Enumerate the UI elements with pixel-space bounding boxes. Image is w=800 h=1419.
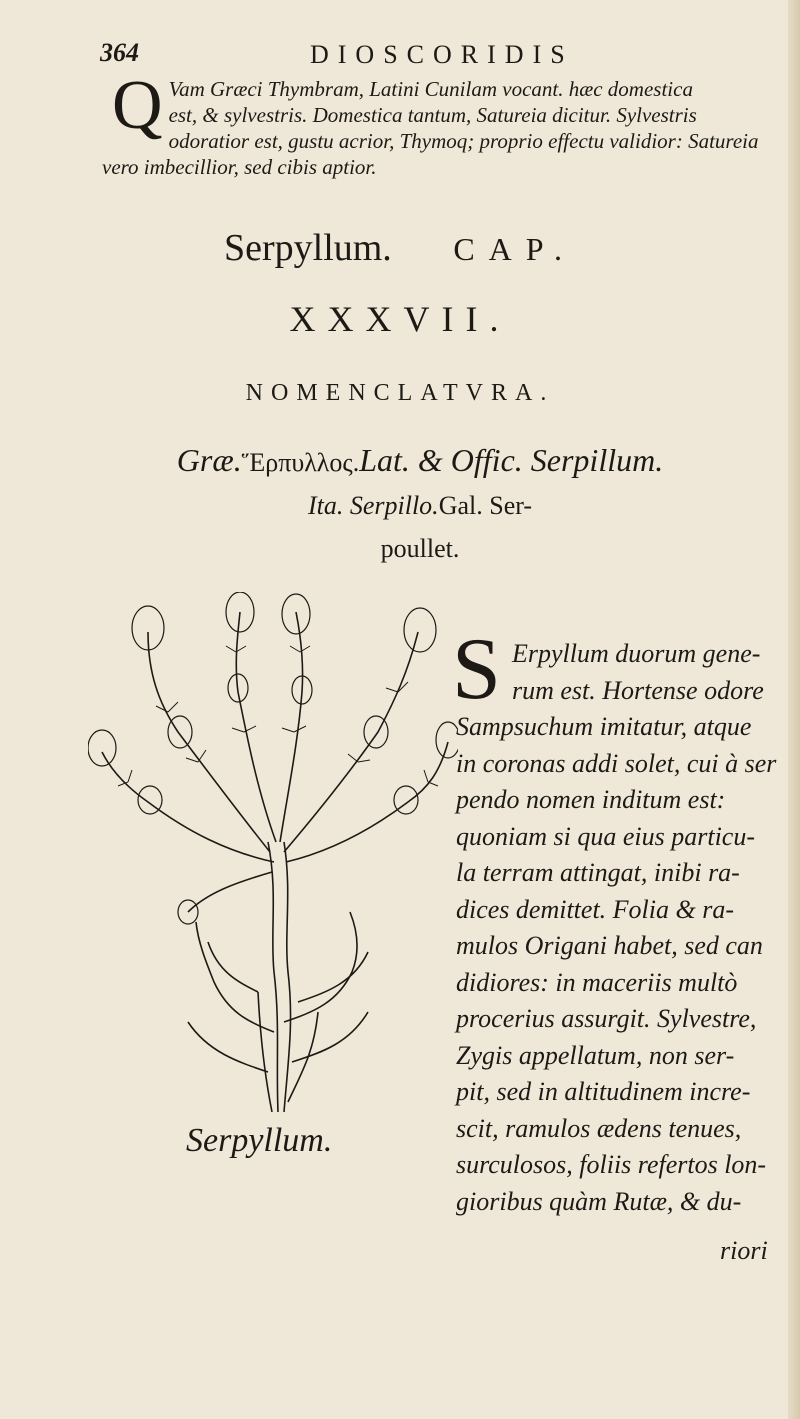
intro-line: vero imbecillior, sed cibis aptior. [102, 155, 377, 179]
chapter-cap-label: CAP. [453, 231, 577, 267]
names-latin: Lat. & Offic. Serpillum. [359, 442, 664, 478]
intro-paragraph [102, 67, 762, 180]
names-greek-word: Ἕρπυλλος. [241, 448, 360, 477]
running-title: DIOSCORIDIS [310, 40, 574, 69]
body-line: la terram attingat, inibi ra- [456, 858, 740, 887]
body-line: scit, ramulos ædens tenues, [456, 1113, 742, 1143]
body-line: pit, sed in altitudinem incre- [456, 1077, 751, 1106]
chapter-heading [0, 226, 800, 270]
serpyllum-plant-icon [88, 592, 458, 1112]
names-gallic-cont: poullet. [380, 534, 460, 563]
body-line: in coronas addi solet, cui à ser [456, 748, 777, 778]
body-line: rum est. Hortense odore [512, 675, 764, 705]
body-line: pendo nomen inditum est: [456, 785, 726, 814]
intro-line: odoratior est, gustu acrior, Thymoq; proprio effectu validior: Satureia [168, 129, 759, 153]
chapter-title: Serpyllum. [223, 227, 392, 269]
body-line: gioribus quàm Rutæ, & du- [456, 1186, 742, 1216]
body-line: Sampsuchum imitatur, atque [456, 712, 752, 741]
chapter-number: XXXVII. [289, 299, 511, 339]
body-line: Erpyllum duorum gene- [512, 639, 761, 668]
body-line: Zygis appellatum, non ser- [456, 1040, 735, 1070]
body-line: quoniam si qua eius particu- [456, 821, 755, 851]
body-line: mulos Origani habet, sed can [456, 931, 763, 960]
page-header [100, 38, 780, 78]
names-greek-prefix: Græ. [176, 442, 242, 478]
nomenclatura-names [150, 440, 690, 569]
body-line: didiores: in maceriis multò [456, 967, 738, 997]
names-gallic: Gal. Ser- [438, 491, 533, 520]
body-paragraph [456, 636, 790, 1220]
names-italian: Ita. Serpillo. [307, 491, 439, 520]
drop-cap-s: S [452, 621, 501, 718]
intro-line: est, & sylvestris. Domestica tantum, Satureia dicitur. Sylvestris [168, 103, 697, 127]
catchword: riori [720, 1236, 768, 1265]
drop-cap-q: Q [112, 67, 163, 144]
page-number: 364 [100, 38, 139, 67]
body-line: dices demittet. Folia & ra- [456, 894, 735, 924]
body-line: procerius assurgit. Sylvestre, [456, 1004, 757, 1033]
illustration-caption: Serpyllum. [186, 1122, 333, 1159]
intro-line: Vam Græci Thymbram, Latini Cunilam vocant. hæc domestica [168, 77, 693, 101]
nomenclatura-heading: NOMENCLATVRA. [245, 380, 555, 406]
body-line: surculosos, foliis refertos lon- [456, 1150, 767, 1179]
